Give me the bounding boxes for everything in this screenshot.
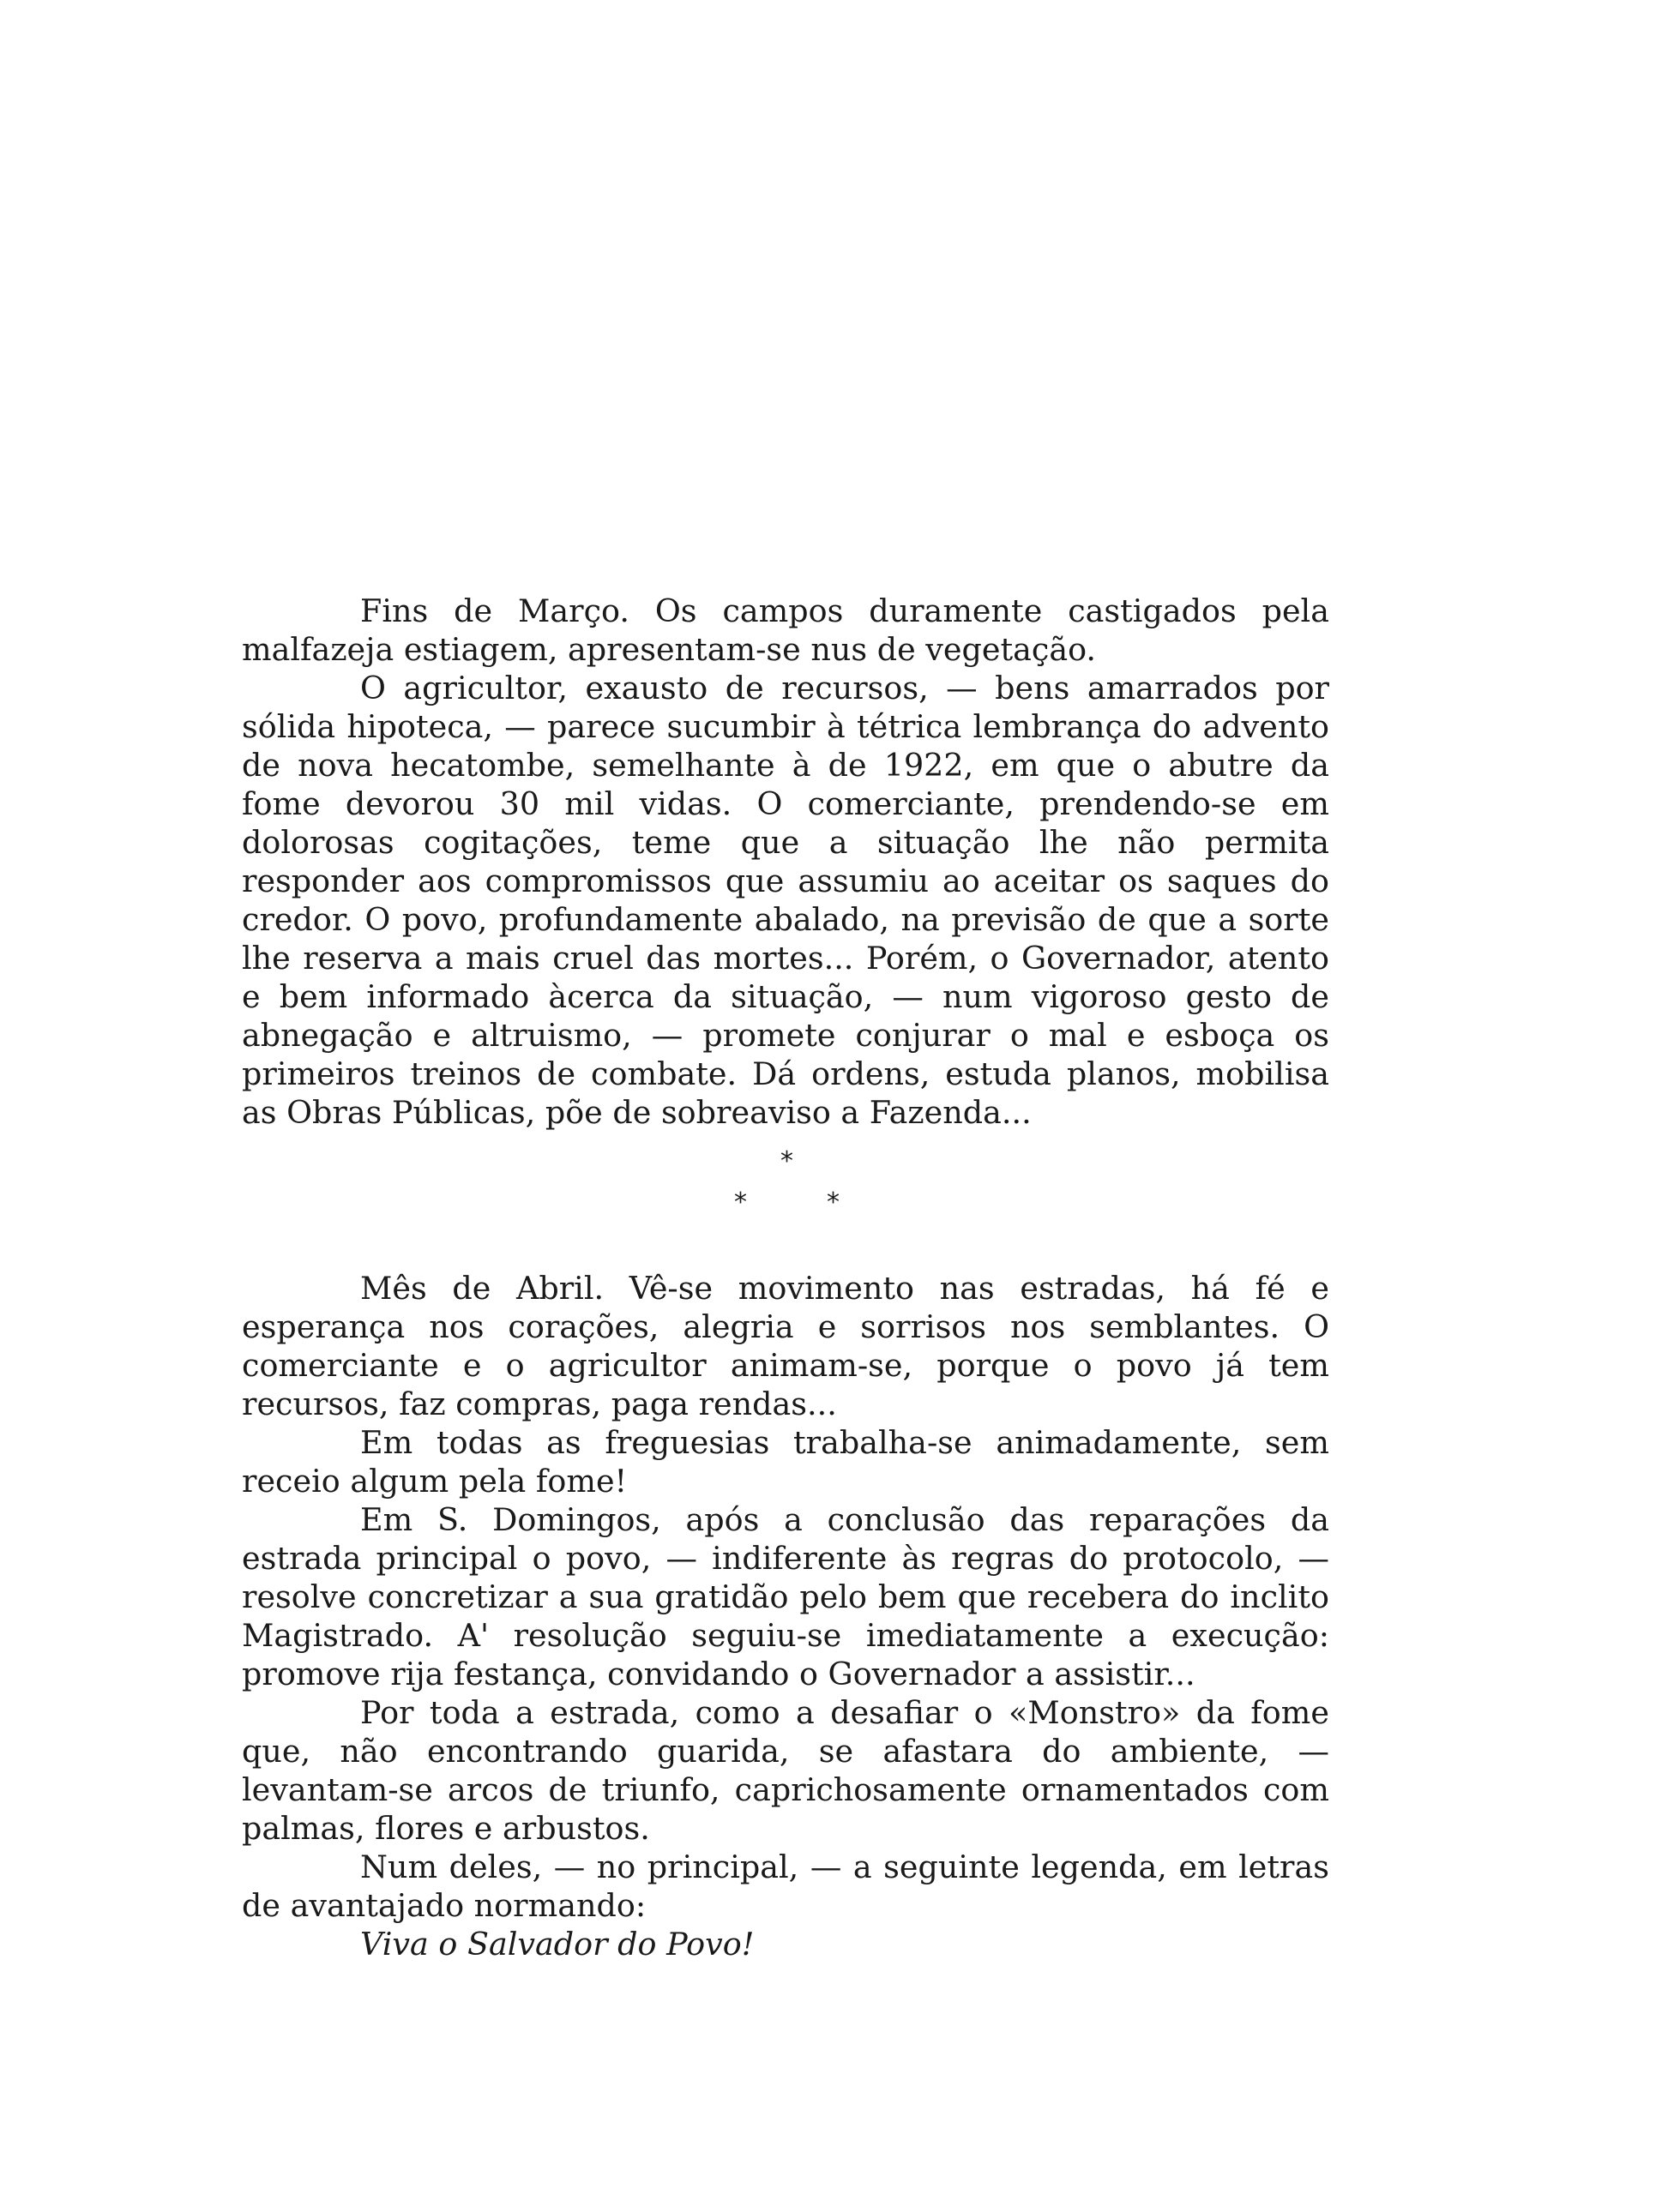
- paragraph-s-domingos: Em S. Domingos, após a conclusão das reparações da estrada principal o povo, — indiferente às regras do protocolo, — resolve concretizar a sua gratidão pelo bem que recebera do inclito Magistrado. A' resolução seguiu-se imediatamente a execução: promove rija festança, convidando o Governador a assistir...: [242, 1501, 1329, 1692]
- paragraph-legenda: Num deles, — no principal, — a seguinte legenda, em letras de avantajado normando:: [242, 1848, 1329, 1924]
- legend-text: Viva o Salvador do Povo!: [360, 1926, 755, 1963]
- paragraph-fins-de-marco: Fins de Março. Os campos duramente castigados pela malfazeja estiagem, apresentam-se nus de vegetação.: [242, 592, 1329, 668]
- paragraph-arcos-de-triunfo: Por toda a estrada, como a desafiar o «Monstro» da fome que, não encontrando guarida, se afastara do ambiente, — levantam-se arcos de triunfo, caprichosamente ornamentados com palmas, flores e arbustos.: [242, 1694, 1329, 1847]
- document-page: [242, 592, 1329, 1963]
- paragraph-mes-de-abril: Mês de Abril. Vê-se movimento nas estradas, há fé e esperança nos corações, alegria e sorrisos nos semblantes. O comerciante e o agricultor animam-se, porque o povo já tem recursos, faz compras, paga rendas...: [242, 1270, 1329, 1422]
- paragraph-agricultor: O agricultor, exausto de recursos, — bens amarrados por sólida hipoteca, — parece sucumbir à tétrica lembrança do advento de nova hecatombe, semelhante à de 1922, em que o abutre da fome devorou 30 mil vidas. O comerciante, prendendo-se em dolorosas cogitações, teme que a situação lhe não permita responder aos compromissos que assumiu ao aceitar os saques do credor. O povo, profundamente abalado, na previsão de que a sorte lhe reserva a mais cruel das mortes... Porém, o Governador, atento e bem informado àcerca da situação, — num vigoroso gesto de abnegação e altruismo, — promete conjurar o mal e esboça os primeiros treinos de combate. Dá ordens, estuda planos, mobilisa as Obras Públicas, põe de sobreaviso a Fazenda...: [242, 670, 1329, 1131]
- asterism-star-right: *: [827, 1187, 840, 1217]
- paragraph-freguesias: Em todas as freguesias trabalha-se animadamente, sem receio algum pela fome!: [242, 1424, 1329, 1500]
- asterism-star-top: *: [780, 1146, 793, 1176]
- asterism-star-left: *: [734, 1187, 747, 1217]
- section-separator: [242, 1132, 1329, 1269]
